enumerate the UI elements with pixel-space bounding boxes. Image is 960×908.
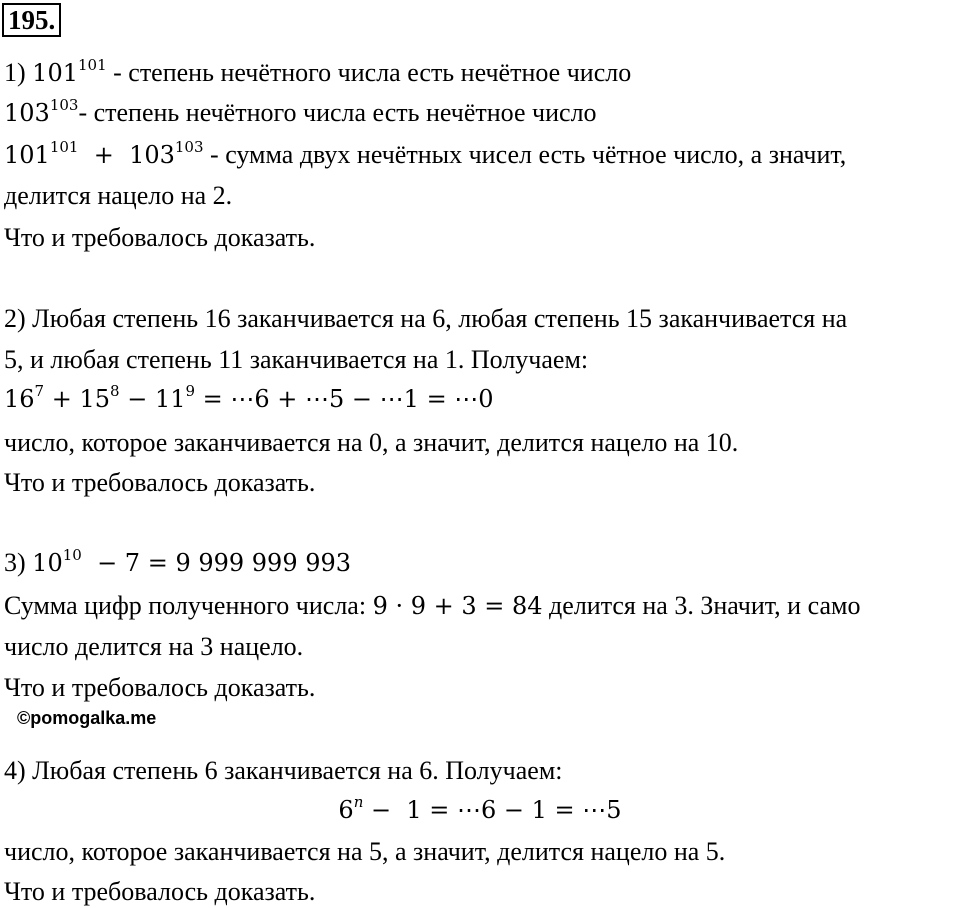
part3-conclusion: Что и требовалось доказать. (4, 673, 316, 702)
part4-equation: $6^n - 1$ = ⋯6 − 1 = ⋯5 (338, 793, 622, 824)
power-101: $101^{101}$ (32, 56, 107, 87)
part1-line1-text: - степень нечётного числа есть нечётное число (106, 58, 632, 87)
sum-expression: $101^{101} + 103^{103}$ (4, 138, 204, 169)
watermark: ©pomogalka.me (17, 708, 157, 728)
part3-line2: Сумма цифр полученного числа: 9 · 9 + 3 = 84 делится на 3. Значит, и само (4, 591, 861, 620)
digit-sum-expression: 9 · 9 + 3 = 84 (372, 592, 543, 620)
part2-line1: 2) Любая степень 16 заканчивается на 6, любая степень 15 заканчивается на (4, 304, 848, 333)
part1-line2-text: - степень нечётного числа есть нечётное число (78, 98, 597, 127)
power-103: $103^{103}$ (4, 96, 79, 127)
part1-line3 (4, 139, 846, 171)
problem-number: 195. (2, 3, 61, 37)
part2-line2: 5, и любая степень 11 заканчивается на 1. Получаем: (4, 345, 589, 374)
part1-line4: делится нацело на 2. (4, 181, 233, 210)
part4-line3: число, которое заканчивается на 5, а значит, делится нацело на 5. (4, 837, 726, 866)
part1-line3-text: - сумма двух нечётных чисел есть чётное число, а значит, (203, 140, 847, 169)
part2-equation: $16^7 + 15^8 - 11^9$ = ⋯6 + ⋯5 − ⋯1 = ⋯0 (4, 382, 494, 413)
part3-line1: 3) $10^{10} - 7 = 9$ 999 999 993 (4, 546, 352, 577)
part4-conclusion: Что и требовалось доказать. (4, 877, 316, 906)
part2-line4: число, которое заканчивается на 0, а значит, делится нацело на 10. (4, 428, 739, 457)
part3-line3: число делится на 3 нацело. (4, 632, 304, 661)
part1-prefix: 1) (4, 58, 33, 87)
part2-conclusion: Что и требовалось доказать. (4, 468, 316, 497)
part1-conclusion: Что и требовалось доказать. (4, 223, 316, 252)
part4-line1: 4) Любая степень 6 заканчивается на 6. Получаем: (4, 756, 563, 785)
part1-line1 (4, 57, 631, 89)
part1-line2 (4, 97, 597, 129)
